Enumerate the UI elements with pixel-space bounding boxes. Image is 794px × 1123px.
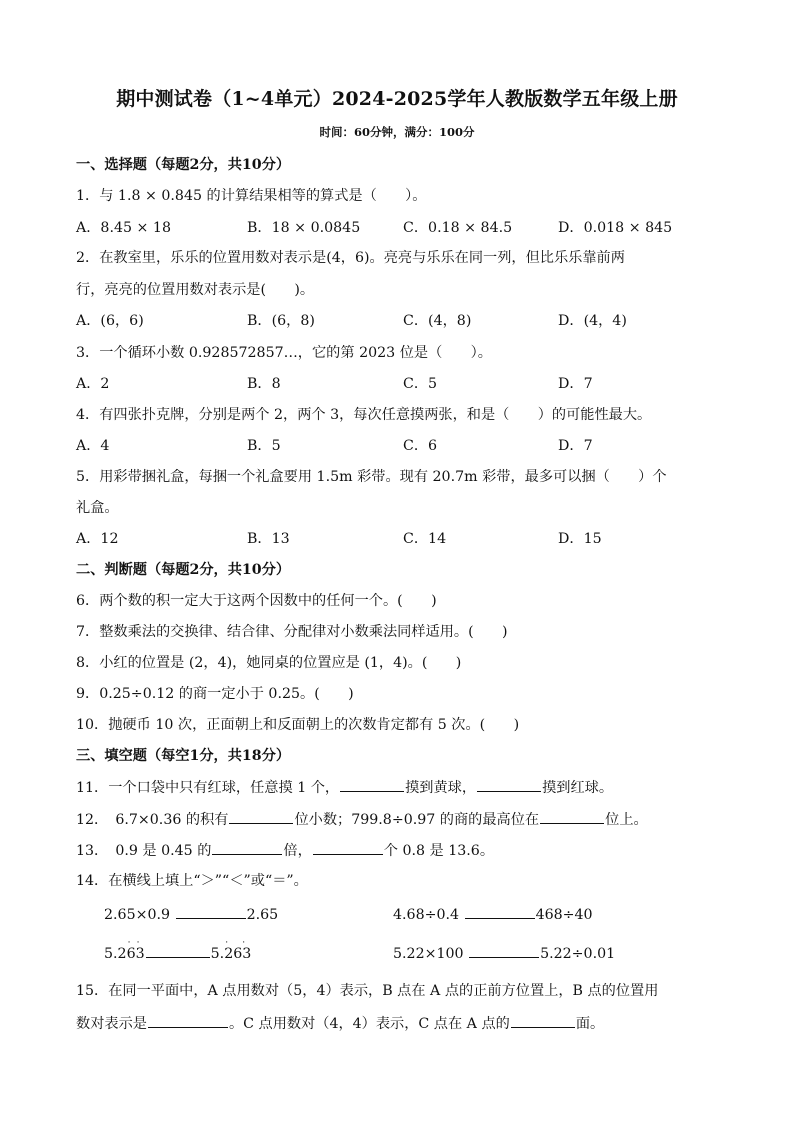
question-12 [76,809,648,830]
q2-option-a: A．(6，6) [76,313,144,329]
answer-blank[interactable] [313,840,383,855]
q3-option-d: D．7 [558,376,593,392]
repeat-dot-mark: · [136,938,140,948]
q5-option-d: D．15 [558,531,602,547]
q14c-left: 5.2 [104,946,127,962]
q15-text-2: 。C 点用数对（4，4）表示，C 点在 A 点的 [228,1016,510,1032]
answer-blank[interactable] [148,1013,228,1028]
q14c-right: 5. [210,946,225,962]
q1-option-c: C．0.18 × 84.5 [403,220,513,236]
answer-blank[interactable] [465,904,535,919]
q12-text-2: 位小数；799.8÷0.97 的商的最高位在 [294,812,540,828]
q13-text-3: 个 0.8 是 13.6。 [383,843,495,859]
question-5-line-1: 5．用彩带捆礼盒，每捆一个礼盒要用 1.5m 彩带。现有 20.7m 彩带，最多可以捆（ ）个 [76,469,667,485]
q14-compare-a [104,904,278,925]
question-15-line-1: 15．在同一平面中，A 点用数对（5，4）表示，B 点在 A 点的正前方位置上，B 点的位置用 [76,983,659,999]
q2-option-d: D．(4，4) [558,313,627,329]
question-9: 9．0.25÷0.12 的商一定小于 0.25。( ) [76,686,354,702]
q1-option-a: A．8.45 × 18 [76,220,171,236]
exam-time-score: 时间：60分钟，满分：100分 [319,125,475,139]
question-5-line-2: 礼盒。 [76,500,119,516]
q1-option-b: B．18 × 0.0845 [247,220,361,236]
q2-option-c: C．(4，8) [403,313,472,329]
section-choice-heading: 一、选择题（每题2分，共10分） [76,157,291,173]
q11-text-2: 摸到黄球， [405,780,477,796]
q12-text-1: 12． 6.7×0.36 的积有 [76,812,229,828]
q3-option-b: B．8 [247,376,281,392]
repeat-dot-mark: · [242,938,246,948]
repeat-dot-mark: · [225,938,229,948]
q14-compare-d [393,943,615,964]
question-6: 6．两个数的积一定大于这两个因数中的任何一个。( ) [76,593,437,609]
repeat-dot-mark: · [127,938,131,948]
answer-blank[interactable] [176,904,246,919]
question-14: 14．在横线上填上“＞”“＜”或“＝”。 [76,873,308,889]
answer-blank[interactable] [146,943,210,958]
q13-text-1: 13． 0.9 是 0.45 的 [76,843,212,859]
question-8: 8．小红的位置是 (2，4)，她同桌的位置应是 (1，4)。( ) [76,655,462,671]
question-1: 1．与 1.8 × 0.845 的计算结果相等的算式是（ ）。 [76,188,427,204]
q4-option-c: C．6 [403,438,438,454]
answer-blank[interactable] [340,777,404,792]
q1-option-d: D．0.018 × 845 [558,220,673,236]
answer-blank[interactable] [511,1013,575,1028]
q14a-left: 2.65×0.9 [104,907,171,923]
q4-option-a: A．4 [76,438,110,454]
q2-option-b: B．(6，8) [247,313,315,329]
q4-option-d: D．7 [558,438,593,454]
answer-blank[interactable] [477,777,541,792]
section-judge-heading: 二、判断题（每题2分，共10分） [76,562,291,578]
question-2-line-2: 行，亮亮的位置用数对表示是( )。 [76,282,315,298]
q5-option-c: C．14 [403,531,447,547]
answer-blank[interactable] [212,840,282,855]
q11-text-3: 摸到红球。 [542,780,614,796]
q14-compare-b [393,904,593,925]
answer-blank[interactable] [540,809,604,824]
q15-text-1: 数对表示是 [76,1016,147,1032]
answer-blank[interactable] [229,809,293,824]
question-13 [76,840,494,861]
q3-option-a: A．2 [76,376,110,392]
q14d-left: 5.22×100 [393,946,464,962]
q15-text-3: 面。 [575,1016,605,1032]
question-15-line-2 [76,1013,604,1034]
q4-option-b: B．5 [247,438,281,454]
q14c-left-repeating: 63 [126,946,145,962]
q14-compare-c [104,938,252,964]
q14b-right: 468÷40 [535,907,593,923]
question-4: 4．有四张扑克牌，分别是两个 2，两个 3，每次任意摸两张，和是（ ）的可能性最大。 [76,407,652,423]
q13-text-2: 倍， [283,843,312,859]
q11-text-1: 11．一个口袋中只有红球，任意摸 1 个， [76,780,340,796]
question-3: 3．一个循环小数 0.928572857…，它的第 2023 位是（ ）。 [76,345,492,361]
question-7: 7．整数乘法的交换律、结合律、分配律对小数乘法同样适用。( ) [76,624,508,640]
q5-option-a: A．12 [76,531,119,547]
question-10: 10．抛硬币 10 次，正面朝上和反面朝上的次数肯定都有 5 次。( ) [76,717,520,733]
q3-option-c: C．5 [403,376,438,392]
question-2-line-1: 2．在教室里，乐乐的位置用数对表示是(4，6)。亮亮与乐乐在同一列，但比乐乐靠前两 [76,250,625,266]
section-fill-heading: 三、填空题（每空1分，共18分） [76,748,291,764]
answer-blank[interactable] [469,943,539,958]
repeating-digits [224,938,252,964]
q14b-left: 4.68÷0.4 [393,907,460,923]
repeating-digits [126,938,145,964]
page-title: 期中测试卷（1~4单元）2024-2025学年人教版数学五年级上册 [116,88,678,110]
q5-option-b: B．13 [247,531,290,547]
q14a-right: 2.65 [246,907,279,923]
q14c-right-repeating: 263 [224,946,252,962]
q14d-right: 5.22÷0.01 [540,946,616,962]
question-11 [76,777,613,798]
q12-text-3: 位上。 [605,812,648,828]
